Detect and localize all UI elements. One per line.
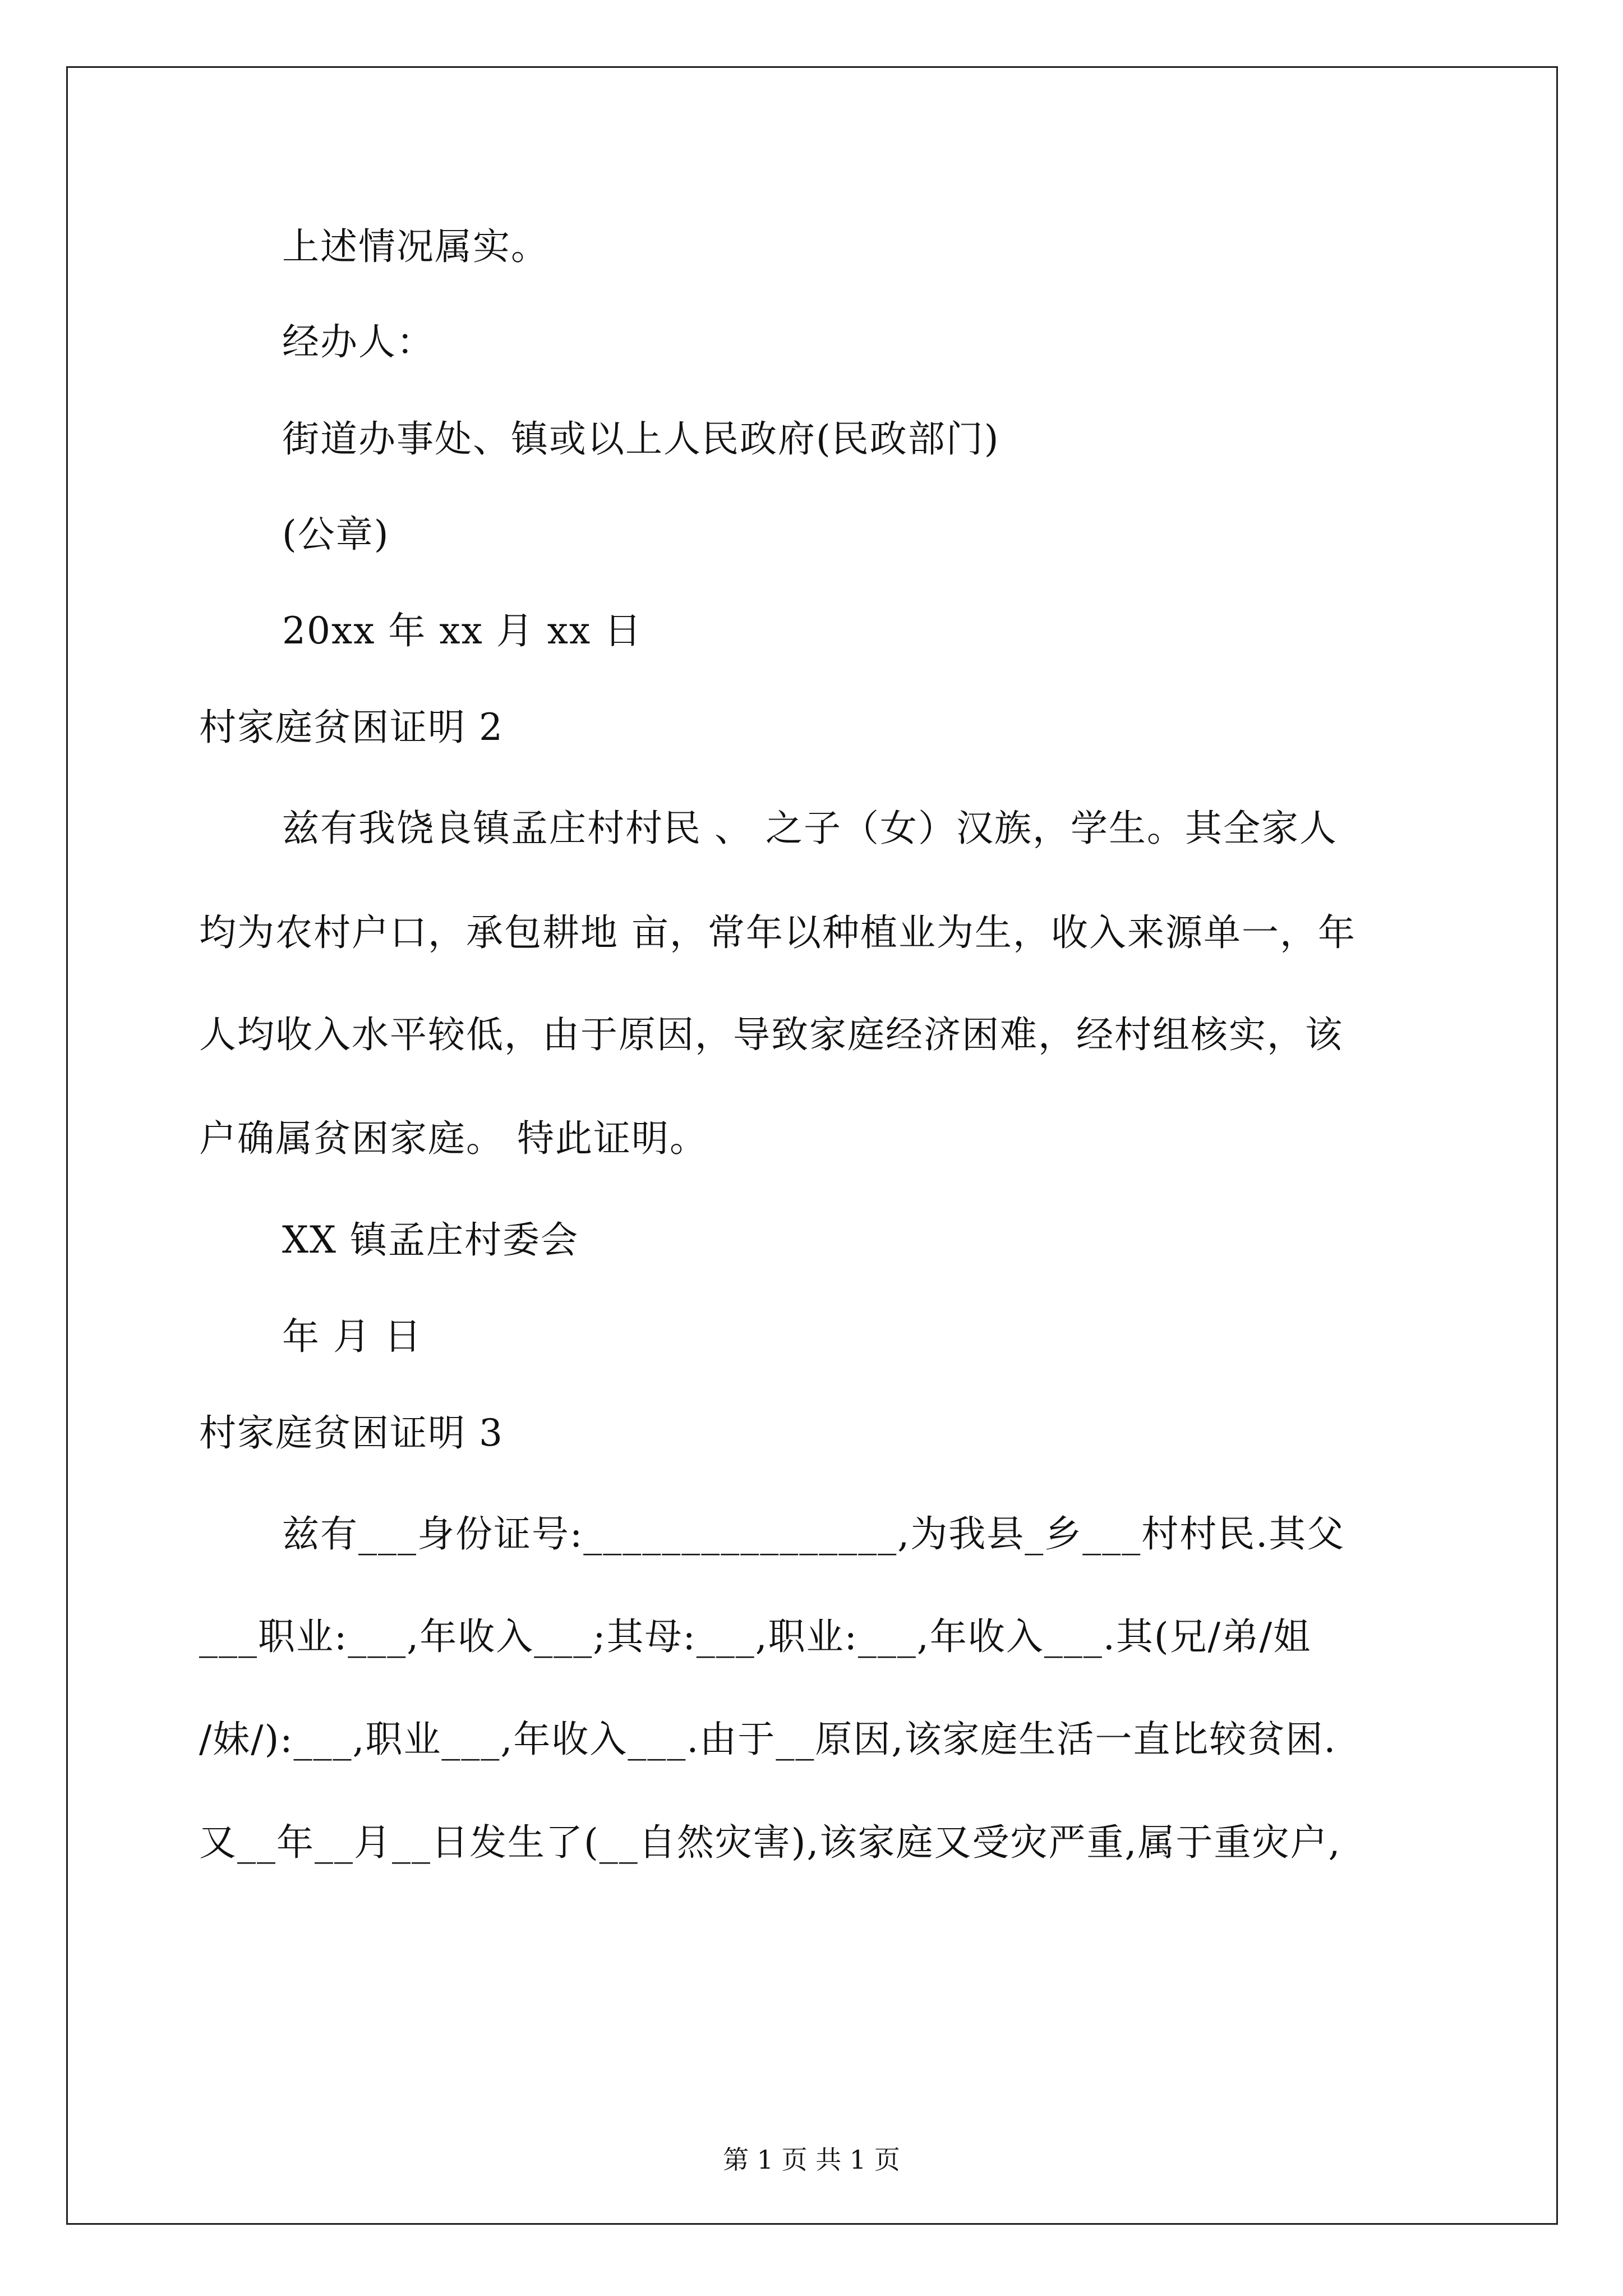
text-line-facts-true: 上述情况属实。 xyxy=(282,225,549,268)
paragraph-3-line-2: ___职业:___,年收入___;其母:___,职业:___,年收入___.其(兄/弟/姐 xyxy=(199,1615,1312,1658)
paragraph-2-line-2: 均为农村户口，承包耕地 亩，常年以种植业为生，收入来源单一，年 xyxy=(199,911,1356,954)
section-heading-2: 村家庭贫困证明 2 xyxy=(199,706,504,749)
text-line-government: 街道办事处、镇或以上人民政府(民政部门) xyxy=(282,417,1000,461)
paragraph-2-line-3: 人均收入水平较低，由于原因，导致家庭经济困难，经村组核实，该 xyxy=(199,1013,1343,1056)
paragraph-3-line-1: 兹有___身份证号:________________,为我县_乡___村村民.其父 xyxy=(282,1512,1345,1556)
text-line-committee: XX 镇孟庄村委会 xyxy=(282,1218,579,1262)
text-line-blank-date: 年 月 日 xyxy=(282,1315,422,1358)
text-line-handler: 经办人： xyxy=(282,320,435,364)
paragraph-3-line-3: /妹/):___,职业___,年收入___.由于__原因,该家庭生活一直比较贫困. xyxy=(199,1718,1337,1761)
text-line-seal: (公章) xyxy=(282,513,390,556)
text-line-date: 20xx 年 xx 月 xx 日 xyxy=(282,609,643,652)
page-footer: 第 1 页 共 1 页 xyxy=(723,2145,900,2175)
paragraph-2-line-4: 户确属贫困家庭。 特此证明。 xyxy=(199,1117,708,1160)
section-heading-3: 村家庭贫困证明 3 xyxy=(199,1411,504,1455)
paragraph-2-line-1: 兹有我饶良镇孟庄村村民 、 之子（女）汉族，学生。其全家人 xyxy=(282,807,1338,850)
paragraph-3-line-4: 又__年__月__日发生了(__自然灾害),该家庭又受灾严重,属于重灾户, xyxy=(199,1821,1341,1864)
